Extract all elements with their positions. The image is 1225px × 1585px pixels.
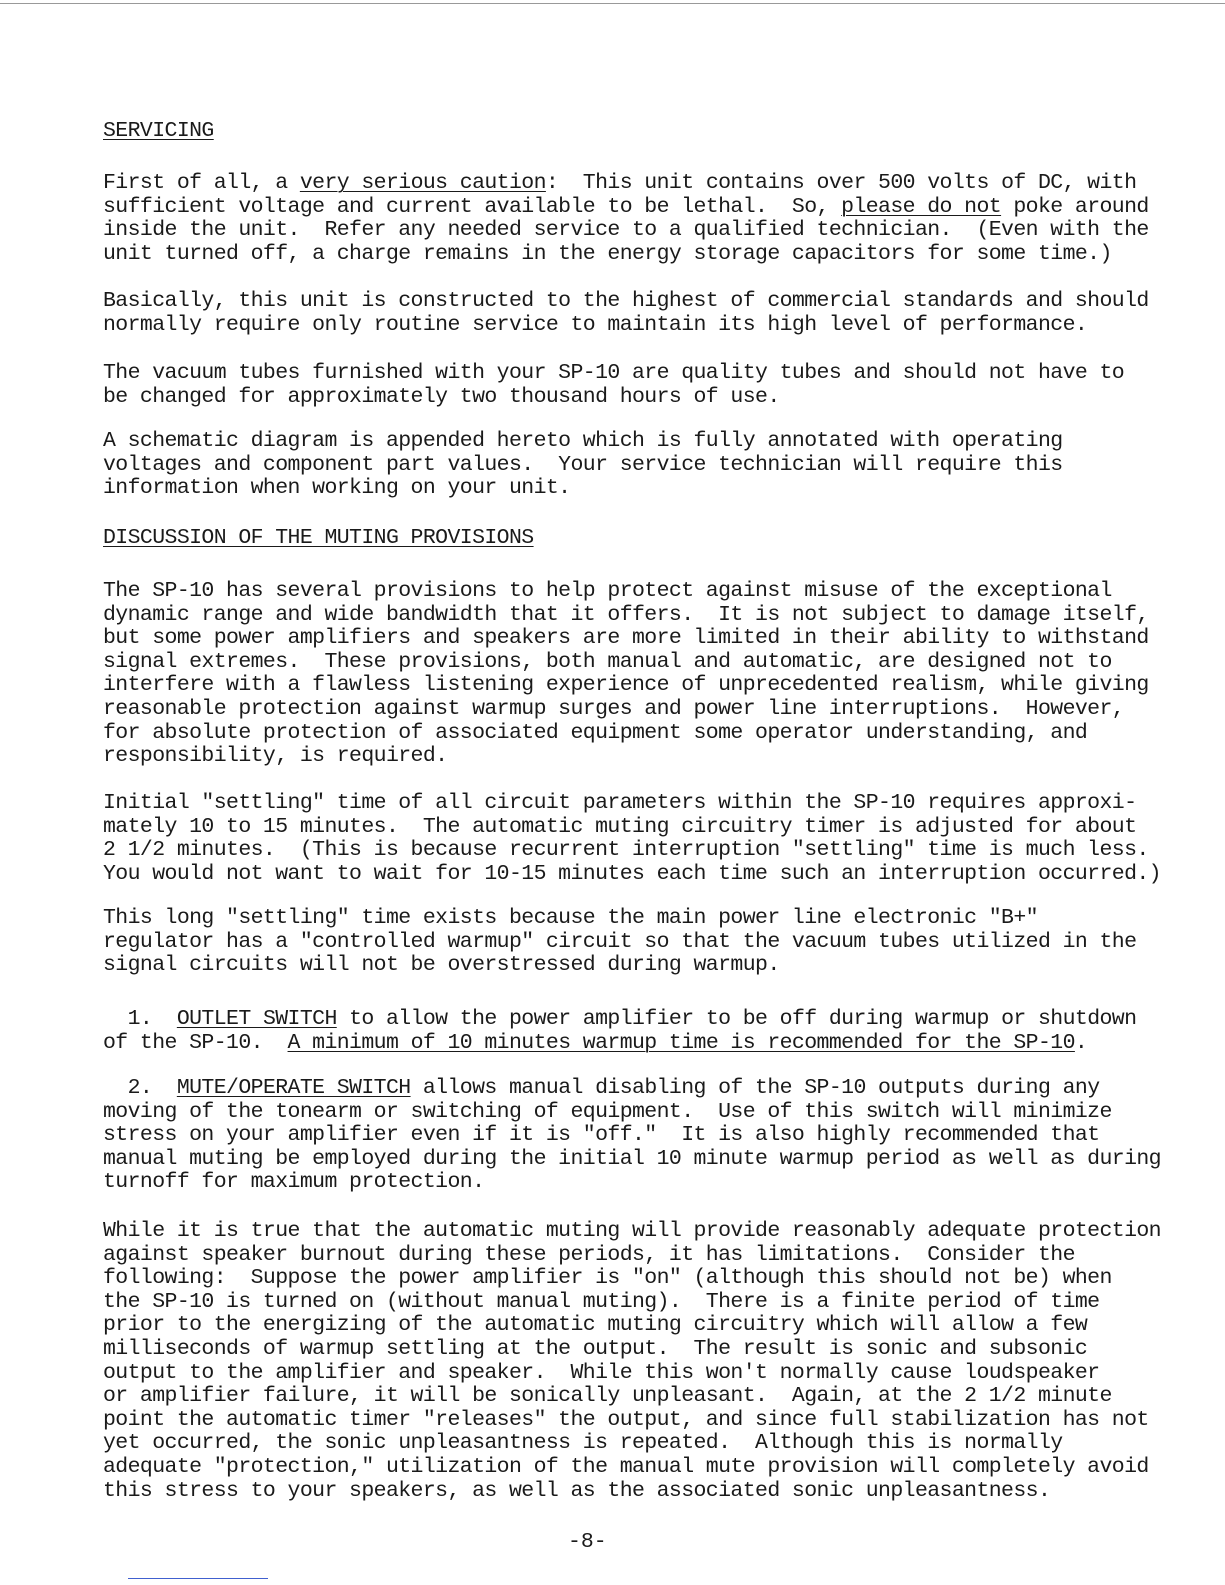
text-segment: 2 1/2 minutes. (This is because recurrent interruption "settling" time is much less. xyxy=(103,838,1149,863)
text-line xyxy=(103,1244,1161,1268)
text-line xyxy=(103,1456,1161,1480)
text-line xyxy=(103,1101,1161,1125)
text-line xyxy=(103,1291,1161,1315)
text-segment: Basically, this unit is constructed to the highest of commercial standards and should xyxy=(103,289,1149,313)
text-line xyxy=(103,1409,1161,1433)
text-line xyxy=(103,627,1149,651)
text-segment: or amplifier failure, it will be sonically unpleasant. Again, at the 2 1/2 minute xyxy=(103,1384,1112,1409)
scan-mark xyxy=(128,1578,268,1579)
page-number: -8- xyxy=(568,1530,607,1554)
text-segment: The vacuum tubes furnished with your SP-10 are quality tubes and should not have to xyxy=(103,361,1125,385)
item-outlet-switch xyxy=(103,1008,1136,1055)
text-line xyxy=(103,745,1149,769)
text-segment: following: Suppose the power amplifier is "on" (although this should not be) when xyxy=(103,1266,1112,1291)
text-line xyxy=(103,454,1063,478)
text-line xyxy=(103,954,1136,978)
scan-border xyxy=(0,3,1225,4)
heading-servicing xyxy=(103,120,214,144)
text-segment: The SP-10 has several provisions to help protect against misuse of the exceptional xyxy=(103,579,1112,603)
paragraph-basically xyxy=(103,290,1149,337)
text-line xyxy=(103,477,1063,501)
text-line xyxy=(103,674,1149,698)
paragraph-provisions xyxy=(103,580,1149,769)
text-segment: against speaker burnout during these periods, it has limitations. Consider the xyxy=(103,1242,1075,1267)
underlined-text: please do not xyxy=(841,194,1002,219)
text-line xyxy=(103,698,1149,722)
text-segment: but some power amplifiers and speakers are more limited in their ability to withstand xyxy=(103,626,1149,651)
text-segment: reasonable protection against warmup surges and power line interruptions. However, xyxy=(103,696,1125,721)
text-line xyxy=(103,1171,1161,1195)
text-line xyxy=(103,792,1161,816)
text-segment: stress on your amplifier even if it is "off." It is also highly recommended that xyxy=(103,1123,1100,1148)
text-line xyxy=(103,907,1136,931)
text-line xyxy=(103,172,1149,196)
text-segment: While it is true that the automatic muting will provide reasonably adequate protection xyxy=(103,1219,1161,1243)
text-segment: . xyxy=(1074,1030,1088,1055)
text-segment: output to the amplifier and speaker. While this won't normally cause loudspeaker xyxy=(103,1360,1100,1385)
text-segment: be changed for approximately two thousand hours of use. xyxy=(103,384,780,409)
text-segment: milliseconds of warmup settling at the output. The result is sonic and subsonic xyxy=(103,1336,1088,1361)
text-segment: First of all, a xyxy=(103,171,300,195)
text-segment: yet occurred, the sonic unpleasantness is repeated. Although this is normally xyxy=(103,1431,1063,1456)
text-line xyxy=(103,931,1136,955)
text-line xyxy=(103,430,1063,454)
text-segment: information when working on your unit. xyxy=(103,476,571,501)
text-segment: voltages and component part values. Your service technician will require this xyxy=(103,452,1063,477)
text-line xyxy=(103,243,1149,267)
text-segment: You would not want to wait for 10-15 minutes each time such an interruption occurred.) xyxy=(103,861,1161,886)
underlined-text: DISCUSSION OF THE MUTING PROVISIONS xyxy=(103,526,534,550)
text-line xyxy=(103,120,214,144)
text-line xyxy=(103,1362,1161,1386)
text-segment: regulator has a "controlled warmup" circuit so that the vacuum tubes utilized in the xyxy=(103,929,1137,954)
text-segment: point the automatic timer "releases" the output, and since full stabilization has not xyxy=(103,1407,1149,1432)
text-line xyxy=(103,1385,1161,1409)
heading-muting xyxy=(103,527,534,551)
paragraph-tubes xyxy=(103,362,1124,409)
text-segment: 2. xyxy=(103,1076,177,1100)
text-segment: signal extremes. These provisions, both manual and automatic, are designed not to xyxy=(103,649,1112,674)
text-segment: adequate "protection," utilization of the manual mute provision will completely avoid xyxy=(103,1454,1149,1479)
underlined-text: SERVICING xyxy=(103,119,214,143)
item-mute-switch xyxy=(103,1077,1161,1195)
text-segment: A schematic diagram is appended hereto which is fully annotated with operating xyxy=(103,429,1063,453)
text-line xyxy=(103,314,1149,338)
text-line xyxy=(103,651,1149,675)
text-line xyxy=(103,386,1124,410)
text-line xyxy=(103,1148,1161,1172)
text-segment: mately 10 to 15 minutes. The automatic muting circuitry timer is adjusted for about xyxy=(103,814,1137,839)
text-segment: moving of the tonearm or switching of equipment. Use of this switch will minimize xyxy=(103,1099,1112,1124)
text-segment: inside the unit. Refer any needed service to a qualified technician. (Even with the xyxy=(103,218,1149,243)
paragraph-settling xyxy=(103,792,1161,886)
text-line xyxy=(103,196,1149,220)
paragraph-long-settling xyxy=(103,907,1136,978)
text-line xyxy=(103,722,1149,746)
text-segment: this stress to your speakers, as well as the associated sonic unpleasantness. xyxy=(103,1478,1051,1503)
text-segment: 1. xyxy=(103,1007,177,1031)
text-segment: for absolute protection of associated equipment some operator understanding, and xyxy=(103,720,1088,745)
text-line xyxy=(103,1220,1161,1244)
text-segment: sufficient voltage and current available to be lethal. So, xyxy=(103,194,842,219)
text-line xyxy=(103,816,1161,840)
text-segment: to allow the power amplifier to be off during warmup or shutdown xyxy=(336,1007,1137,1031)
text-segment: manual muting be employed during the initial 10 minute warmup period as well as during xyxy=(103,1146,1161,1171)
underlined-text: very serious caution xyxy=(299,171,546,195)
text-segment: of the SP-10. xyxy=(103,1030,288,1055)
underlined-text: MUTE/OPERATE SWITCH xyxy=(176,1076,411,1100)
text-segment: normally require only routine service to maintain its high level of performance. xyxy=(103,312,1088,337)
text-line xyxy=(103,1008,1136,1032)
underlined-text: A minimum of 10 minutes warmup time is recommended for the SP-10 xyxy=(287,1030,1075,1055)
underlined-text: OUTLET SWITCH xyxy=(176,1007,337,1031)
text-segment: prior to the energizing of the automatic muting circuitry which will allow a few xyxy=(103,1313,1088,1338)
text-line xyxy=(103,580,1149,604)
paragraph-while xyxy=(103,1220,1161,1503)
text-segment: dynamic range and wide bandwidth that it offers. It is not subject to damage itself, xyxy=(103,602,1149,627)
text-segment: poke around xyxy=(1001,194,1149,219)
text-line xyxy=(103,1314,1161,1338)
text-segment: Initial "settling" time of all circuit parameters within the SP-10 requires approxi- xyxy=(103,791,1137,815)
text-segment: signal circuits will not be overstressed during warmup. xyxy=(103,953,780,978)
paragraph-schematic xyxy=(103,430,1063,501)
text-line xyxy=(103,527,534,551)
text-line xyxy=(103,290,1149,314)
text-line xyxy=(103,839,1161,863)
text-line xyxy=(103,1267,1161,1291)
text-segment: responsibility, is required. xyxy=(103,744,448,769)
text-line xyxy=(103,1032,1136,1056)
text-segment: This long "settling" time exists because the main power line electronic "B+" xyxy=(103,906,1038,930)
text-segment: the SP-10 is turned on (without manual muting). There is a finite period of time xyxy=(103,1289,1100,1314)
text-line xyxy=(103,1124,1161,1148)
text-segment: interfere with a flawless listening experience of unprecedented realism, while giving xyxy=(103,673,1149,698)
text-line xyxy=(103,863,1161,887)
text-segment: : This unit contains over 500 volts of DC, with xyxy=(545,171,1137,195)
text-segment: turnoff for maximum protection. xyxy=(103,1170,485,1195)
text-segment: allows manual disabling of the SP-10 outputs during any xyxy=(410,1076,1100,1100)
text-segment: unit turned off, a charge remains in the energy storage capacitors for some time.) xyxy=(103,241,1112,266)
text-line xyxy=(103,1480,1161,1504)
text-line xyxy=(103,1338,1161,1362)
text-line xyxy=(103,362,1124,386)
text-line xyxy=(103,1077,1161,1101)
text-line xyxy=(103,219,1149,243)
paragraph-caution xyxy=(103,172,1149,266)
text-line xyxy=(103,1432,1161,1456)
text-line xyxy=(103,604,1149,628)
